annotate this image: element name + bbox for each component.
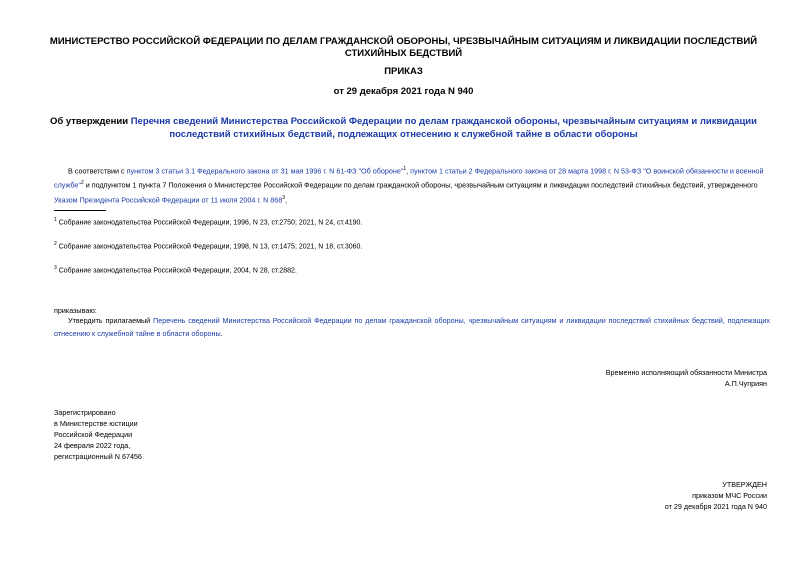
signer-position: Временно исполняющий обязанности Министра bbox=[605, 368, 767, 377]
document-subject bbox=[40, 115, 767, 141]
registration-line: Российской Федерации bbox=[54, 430, 133, 439]
ministry-heading: МИНИСТЕРСТВО РОССИЙСКОЙ ФЕДЕРАЦИИ ПО ДЕЛАМ ГРАЖДАНСКОЙ ОБОРОНЫ, ЧРЕЗВЫЧАЙНЫМ СИТУАЦИЯМ И ЛИКВИДАЦИИ ПОСЛЕДСТВИЙ СТИХИЙНЫХ БЕДСТВИЙ bbox=[49, 36, 758, 59]
footnote-ref-3[interactable]: 3 bbox=[282, 194, 286, 201]
order-text: Утвердить прилагаемый bbox=[68, 316, 154, 325]
footnote-text: Собрание законодательства Российской Федерации, 2004, N 28, ст.2882. bbox=[56, 267, 297, 275]
registration-line: регистрационный N 67456 bbox=[54, 452, 142, 461]
decree-link[interactable]: Указом Президента Российской Федерации от 11 июля 2004 г. N 868 bbox=[54, 195, 283, 205]
signature-block bbox=[606, 367, 767, 389]
footnote-ref-2[interactable]: 2 bbox=[80, 180, 84, 187]
registration-line: 24 февраля 2022 года, bbox=[54, 441, 131, 450]
footnote-2 bbox=[54, 238, 770, 253]
footnote-text: Собрание законодательства Российской Федерации, 1998, N 13, ст.1475; 2021, N 18, ст.3060. bbox=[56, 243, 363, 251]
footnote-3 bbox=[54, 262, 770, 277]
basis-text-3: и подпунктом 1 пункта 7 Положения о Министерстве Российской Федерации по делам гражданской обороны, чрезвычайным ситуациям и ликвидации последствий стихийных бедствий, утвержденного bbox=[83, 180, 758, 190]
law-link-military-service[interactable]: пунктом 1 статьи 2 Федерального закона от 28 марта 1998 г. N 53-ФЗ "О воинской обязанности и военной службе" bbox=[54, 166, 764, 190]
order-end: . bbox=[220, 329, 223, 338]
document-date: от 29 декабря 2021 года N 940 bbox=[333, 86, 474, 97]
basis-text-1: В соответствии с bbox=[68, 166, 127, 176]
basis-text-2: , bbox=[406, 166, 411, 176]
footnote-separator bbox=[54, 210, 106, 211]
order-paragraph bbox=[54, 314, 770, 340]
approval-line: от 29 декабря 2021 года N 940 bbox=[664, 502, 767, 511]
footnote-mark: 1 bbox=[54, 217, 57, 223]
signer-name: А.П.Чуприян bbox=[724, 379, 767, 388]
approval-line: приказом МЧС России bbox=[692, 491, 767, 500]
footnote-mark: 3 bbox=[54, 265, 57, 271]
subject-prefix: Об утверждении bbox=[49, 116, 131, 127]
basis-paragraph bbox=[54, 163, 770, 206]
registration-line: Зарегистрировано bbox=[54, 408, 116, 417]
subject-link[interactable]: Перечня сведений Министерства Российской Федерации по делам гражданской обороны, чрезвычайным ситуациям и ликвидации последствий стихийных бедствий, подлежащих отнесению к служебной тайне в области обороны bbox=[130, 116, 757, 140]
registration-line: в Министерстве юстиции bbox=[54, 419, 138, 428]
footnote-ref-1[interactable]: 1 bbox=[403, 166, 407, 172]
approval-line: УТВЕРЖДЕН bbox=[722, 480, 767, 489]
list-link[interactable]: Перечень сведений Министерства Российской Федерации по делам гражданской обороны, чрезвычайным ситуациям и ликвидации последствий стихийных бедствий, подлежащих отнесению к служебной тайне в области обороны bbox=[54, 316, 770, 338]
footnote-1 bbox=[54, 214, 770, 229]
basis-text-4: , bbox=[285, 195, 288, 205]
registration-block bbox=[54, 407, 142, 462]
footnote-text: Собрание законодательства Российской Федерации, 1996, N 23, ст.2750; 2021, N 24, ст.4190. bbox=[56, 219, 363, 227]
footnote-mark: 2 bbox=[54, 241, 57, 247]
order-verb: приказываю: bbox=[54, 306, 97, 315]
law-link-defense[interactable]: пунктом 3 статьи 3.1 Федерального закона от 31 мая 1996 г. N 61-ФЗ "Об обороне" bbox=[126, 166, 404, 176]
document-type: ПРИКАЗ bbox=[384, 66, 423, 77]
approval-block bbox=[665, 479, 767, 512]
